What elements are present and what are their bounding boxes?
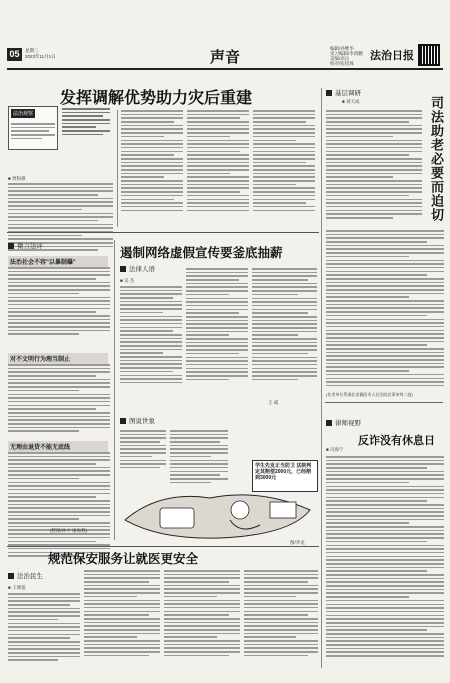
right-body [326,110,422,221]
right-section-header: 基层调研 [326,88,361,97]
middle-section-header: 法律人语 [120,264,155,273]
masthead-rule [7,68,443,70]
middle-author-sig: 王 威 [268,400,279,405]
middle-headline: 遏制网络虚假宣传要釜底抽薪 [120,246,283,260]
fraud-body [326,456,444,659]
editor-credits: 编辑/孙继华 见习编辑/李鸿鹏 美编/高岳 校对/张绍珠 [330,46,363,66]
middle-author: ■ 吴 杰 [120,278,135,283]
jiaoyan-item-2-title: 对不文明行为理当制止 [8,353,108,364]
jiaoyan-item-3-title: 无理由退货不能无底线 [8,441,108,452]
jiaoyan-section-header: 微言法评 [8,241,43,250]
date-full: 2023年11月1日 [25,54,56,59]
section-title: 声音 [210,49,241,66]
middle-body-col3 [252,268,317,382]
fraud-headline: 反诈没有休息日 [358,435,435,447]
bottom-body-col3 [164,570,240,659]
page-number-badge: 05 [7,48,22,61]
jiaoyan-item-1-body [8,267,110,337]
qr-code-icon [418,44,440,66]
right-body-wide [326,230,444,389]
middle-body-col2 [186,268,248,382]
bottom-author: ■ 王博超 [8,585,26,590]
right-vertical-headline: 司法助老必要而迫切 [429,96,444,222]
jiaoyan-author: (整理/孙宇 康海燕) [50,528,87,533]
fraud-section-header: 律师视野 [326,418,361,427]
section-marker-icon [326,420,332,426]
bottom-body-col4 [244,570,318,659]
right-author: ■ 刘天成 [342,99,360,104]
date-weekday: 星期三 [25,48,39,53]
jiaoyan-item-1-title: 法治社会不容"以暴制爆" [8,256,108,267]
cartoon-caption: 学生先发正当防卫 法院判定其赔偿2000元，已经赔到3000元 [252,460,318,492]
section-marker-icon [120,418,126,424]
main-highlight-box [8,106,58,150]
section-marker-icon [8,573,14,579]
main-headline: 发挥调解优势助力灾后重建 [60,90,253,107]
jiaoyan-item-3-body [8,452,110,559]
cartoon-text-block-2 [170,430,228,485]
right-source: (作者单位系湖北省襄阳市人民法院民事审判二庭) [326,392,413,397]
main-body-col2 [121,110,183,213]
middle-body-col1 [120,286,182,386]
main-body-col3 [187,110,249,213]
highlight-tag: 法治观察 [13,111,34,117]
bottom-body-col2 [84,570,160,659]
bottom-body-col1 [8,593,80,663]
main-summary-block [62,108,110,138]
bottom-headline: 规范保安服务让就医更安全 [48,552,199,566]
bottom-section-header: 法治民生 [8,571,43,580]
cartoon-text-block [120,430,166,471]
section-marker-icon [120,266,126,272]
cartoon-credit: 图/李龙 [290,540,305,545]
section-marker-icon [326,90,332,96]
jiaoyan-item-2-body [8,364,110,434]
paper-name: 法治日报 [370,49,414,62]
main-author: ■ 贾和源 [8,176,26,181]
fraud-author: ■ 冯海宁 [326,447,344,452]
main-body-col4 [253,110,315,213]
section-marker-icon [8,243,14,249]
cartoon-section-header: 图说世象 [120,416,155,425]
